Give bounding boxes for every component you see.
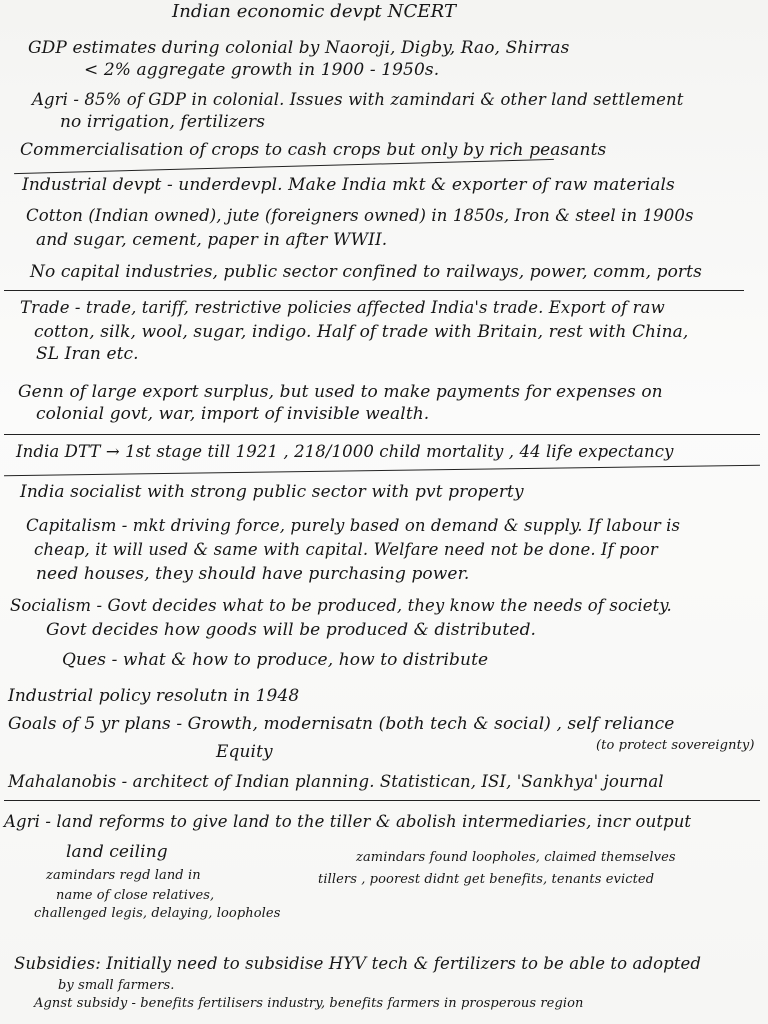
note-line: Trade - trade, tariff, restrictive policies affected India's trade. Export of raw <box>20 298 665 317</box>
note-line: zamindars regd land in <box>46 868 201 883</box>
note-line: Agri - land reforms to give land to the tiller & abolish intermediaries, incr output <box>4 812 692 831</box>
note-line: Mahalanobis - architect of Indian planning. Statistican, ISI, 'Sankhya' journal <box>8 772 664 791</box>
divider <box>4 465 760 477</box>
note-line: Industrial policy resolutn in 1948 <box>8 686 300 706</box>
note-line: Ques - what & how to produce, how to distribute <box>62 650 489 670</box>
note-line: Industrial devpt - underdevpl. Make India mkt & exporter of raw materials <box>22 175 675 195</box>
note-line: challenged legis, delaying, loopholes <box>34 906 281 921</box>
divider <box>4 290 744 291</box>
note-line: zamindars found loopholes, claimed themselves <box>356 850 676 865</box>
note-line: (to protect sovereignty) <box>596 738 755 753</box>
note-line: No capital industries, public sector confined to railways, power, comm, ports <box>30 262 702 282</box>
note-line: Cotton (Indian owned), jute (foreigners owned) in 1850s, Iron & steel in 1900s <box>26 206 694 225</box>
note-line: Agri - 85% of GDP in colonial. Issues with zamindari & other land settlement <box>32 90 684 109</box>
divider <box>4 800 760 801</box>
note-line: name of close relatives, <box>56 888 215 903</box>
divider <box>4 434 760 435</box>
note-line: Govt decides how goods will be produced & distributed. <box>46 620 537 640</box>
divider <box>14 159 554 174</box>
note-line: Commercialisation of crops to cash crops but only by rich peasants <box>20 140 607 160</box>
note-line: < 2% aggregate growth in 1900 - 1950s. <box>84 60 440 80</box>
note-line: Genn of large export surplus, but used to make payments for expenses on <box>18 382 663 402</box>
note-line: Agnst subsidy - benefits fertilisers industry, benefits farmers in prosperous region <box>34 996 584 1011</box>
note-line: need houses, they should have purchasing power. <box>36 564 470 584</box>
note-line: Goals of 5 yr plans - Growth, modernisatn (both tech & social) , self reliance <box>8 714 675 734</box>
note-line: colonial govt, war, import of invisible wealth. <box>36 404 430 424</box>
note-line: land ceiling <box>66 842 168 862</box>
note-line: GDP estimates during colonial by Naoroji, Digby, Rao, Shirras <box>28 38 570 58</box>
note-line: Socialism - Govt decides what to be produced, they know the needs of society. <box>10 596 672 615</box>
page-title: Indian economic devpt NCERT <box>172 1 457 22</box>
note-line: cotton, silk, wool, sugar, indigo. Half of trade with Britain, rest with China, <box>34 322 689 342</box>
note-line: and sugar, cement, paper in after WWII. <box>36 230 388 250</box>
note-line: Equity <box>216 742 273 762</box>
note-line: by small farmers. <box>58 978 175 993</box>
note-line: Subsidies: Initially need to subsidise HYV tech & fertilizers to be able to adopted <box>14 954 702 973</box>
note-line: India DTT → 1st stage till 1921 , 218/1000 child mortality , 44 life expectancy <box>16 442 674 461</box>
note-line: cheap, it will used & same with capital. Welfare need not be done. If poor <box>34 540 658 559</box>
note-line: Capitalism - mkt driving force, purely based on demand & supply. If labour is <box>26 516 681 535</box>
note-line: India socialist with strong public sector with pvt property <box>20 482 524 502</box>
note-line: no irrigation, fertilizers <box>60 112 266 132</box>
note-line: tillers , poorest didnt get benefits, tenants evicted <box>318 872 655 887</box>
note-line: SL Iran etc. <box>36 344 139 364</box>
